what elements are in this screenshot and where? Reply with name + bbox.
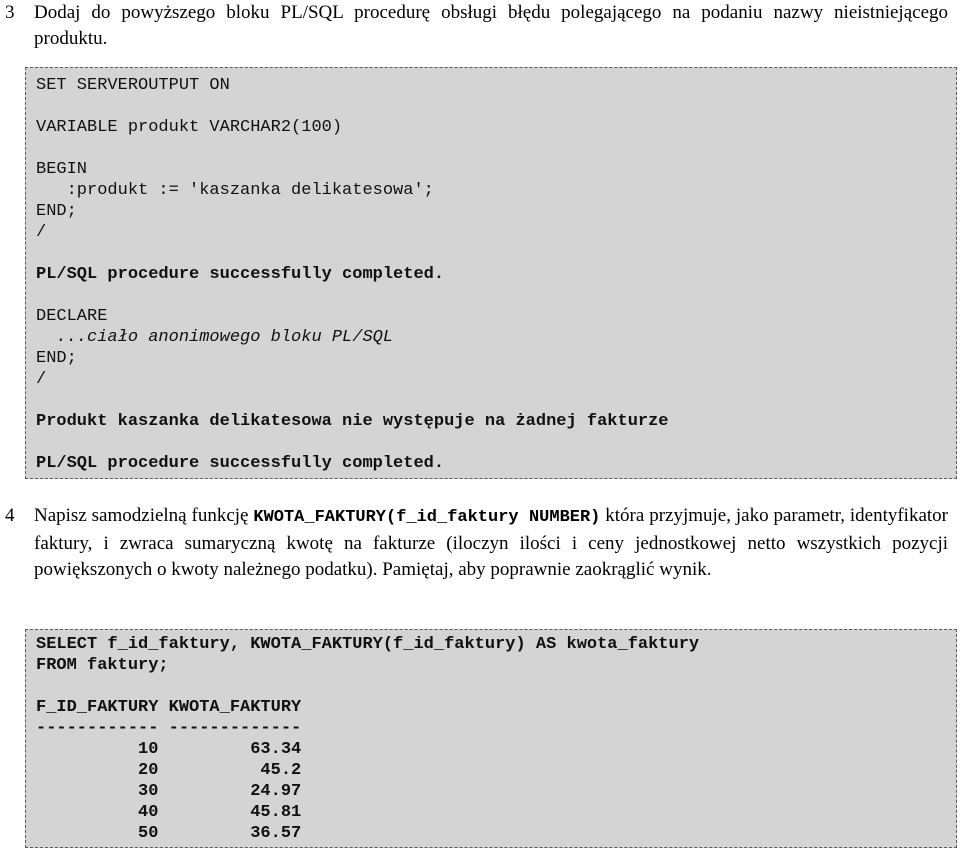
- result-row: 30 24.97: [36, 782, 302, 801]
- task-text: [34, 503, 948, 583]
- output-line: Produkt kaszanka delikatesowa nie występuje na żadnej fakturze: [36, 412, 669, 431]
- result-row: 20 45.2: [36, 761, 302, 780]
- result-separator: ------------ -------------: [36, 719, 302, 738]
- result-header: F_ID_FAKTURY KWOTA_FAKTURY: [36, 698, 302, 717]
- code-block-1: [25, 67, 957, 479]
- task-text-before: Napisz samodzielną funkcję: [34, 505, 254, 526]
- sql-query-line: FROM faktury;: [36, 656, 169, 675]
- task-text-after: która przyjmuje, jako parametr, identyfikator faktury, i zwraca sumaryczną kwotę na fakturze (iloczyn ilości i ceny jednostkowej netto wszystkich pozycji powiększonych o kwoty należnego podatku). Pamiętaj, aby poprawnie zaokrąglić wynik.: [34, 505, 948, 580]
- code-line: DECLARE: [36, 307, 108, 326]
- code-line: VARIABLE produkt VARCHAR2(100): [36, 118, 343, 137]
- task-number: 3: [5, 2, 15, 23]
- function-signature: KWOTA_FAKTURY(f_id_faktury NUMBER): [253, 508, 601, 527]
- result-row: 40 45.81: [36, 803, 302, 822]
- task-3: [0, 0, 948, 54]
- code-line: /: [36, 370, 47, 389]
- code-line: SET SERVEROUTPUT ON: [36, 76, 230, 95]
- sql-query-line: SELECT f_id_faktury, KWOTA_FAKTURY(f_id_faktury) AS kwota_faktury: [36, 635, 700, 654]
- result-row: 50 36.57: [36, 824, 302, 843]
- result-row: 10 63.34: [36, 740, 302, 759]
- code-line: END;: [36, 202, 77, 221]
- code-line: /: [36, 223, 47, 242]
- task-4: [0, 503, 948, 613]
- code-block-2: [25, 629, 957, 848]
- code-line: END;: [36, 349, 77, 368]
- task-text: Dodaj do powyższego bloku PL/SQL procedurę obsługi błędu polegającego na podaniu nazwy nieistniejącego produktu.: [34, 2, 948, 49]
- code-line: BEGIN: [36, 160, 88, 179]
- output-line: PL/SQL procedure successfully completed.: [36, 454, 445, 473]
- code-line: :produkt := 'kaszanka delikatesowa';: [36, 181, 434, 200]
- task-number: 4: [5, 505, 15, 526]
- code-comment: ...ciało anonimowego bloku PL/SQL: [36, 328, 394, 347]
- output-line: PL/SQL procedure successfully completed.: [36, 265, 445, 284]
